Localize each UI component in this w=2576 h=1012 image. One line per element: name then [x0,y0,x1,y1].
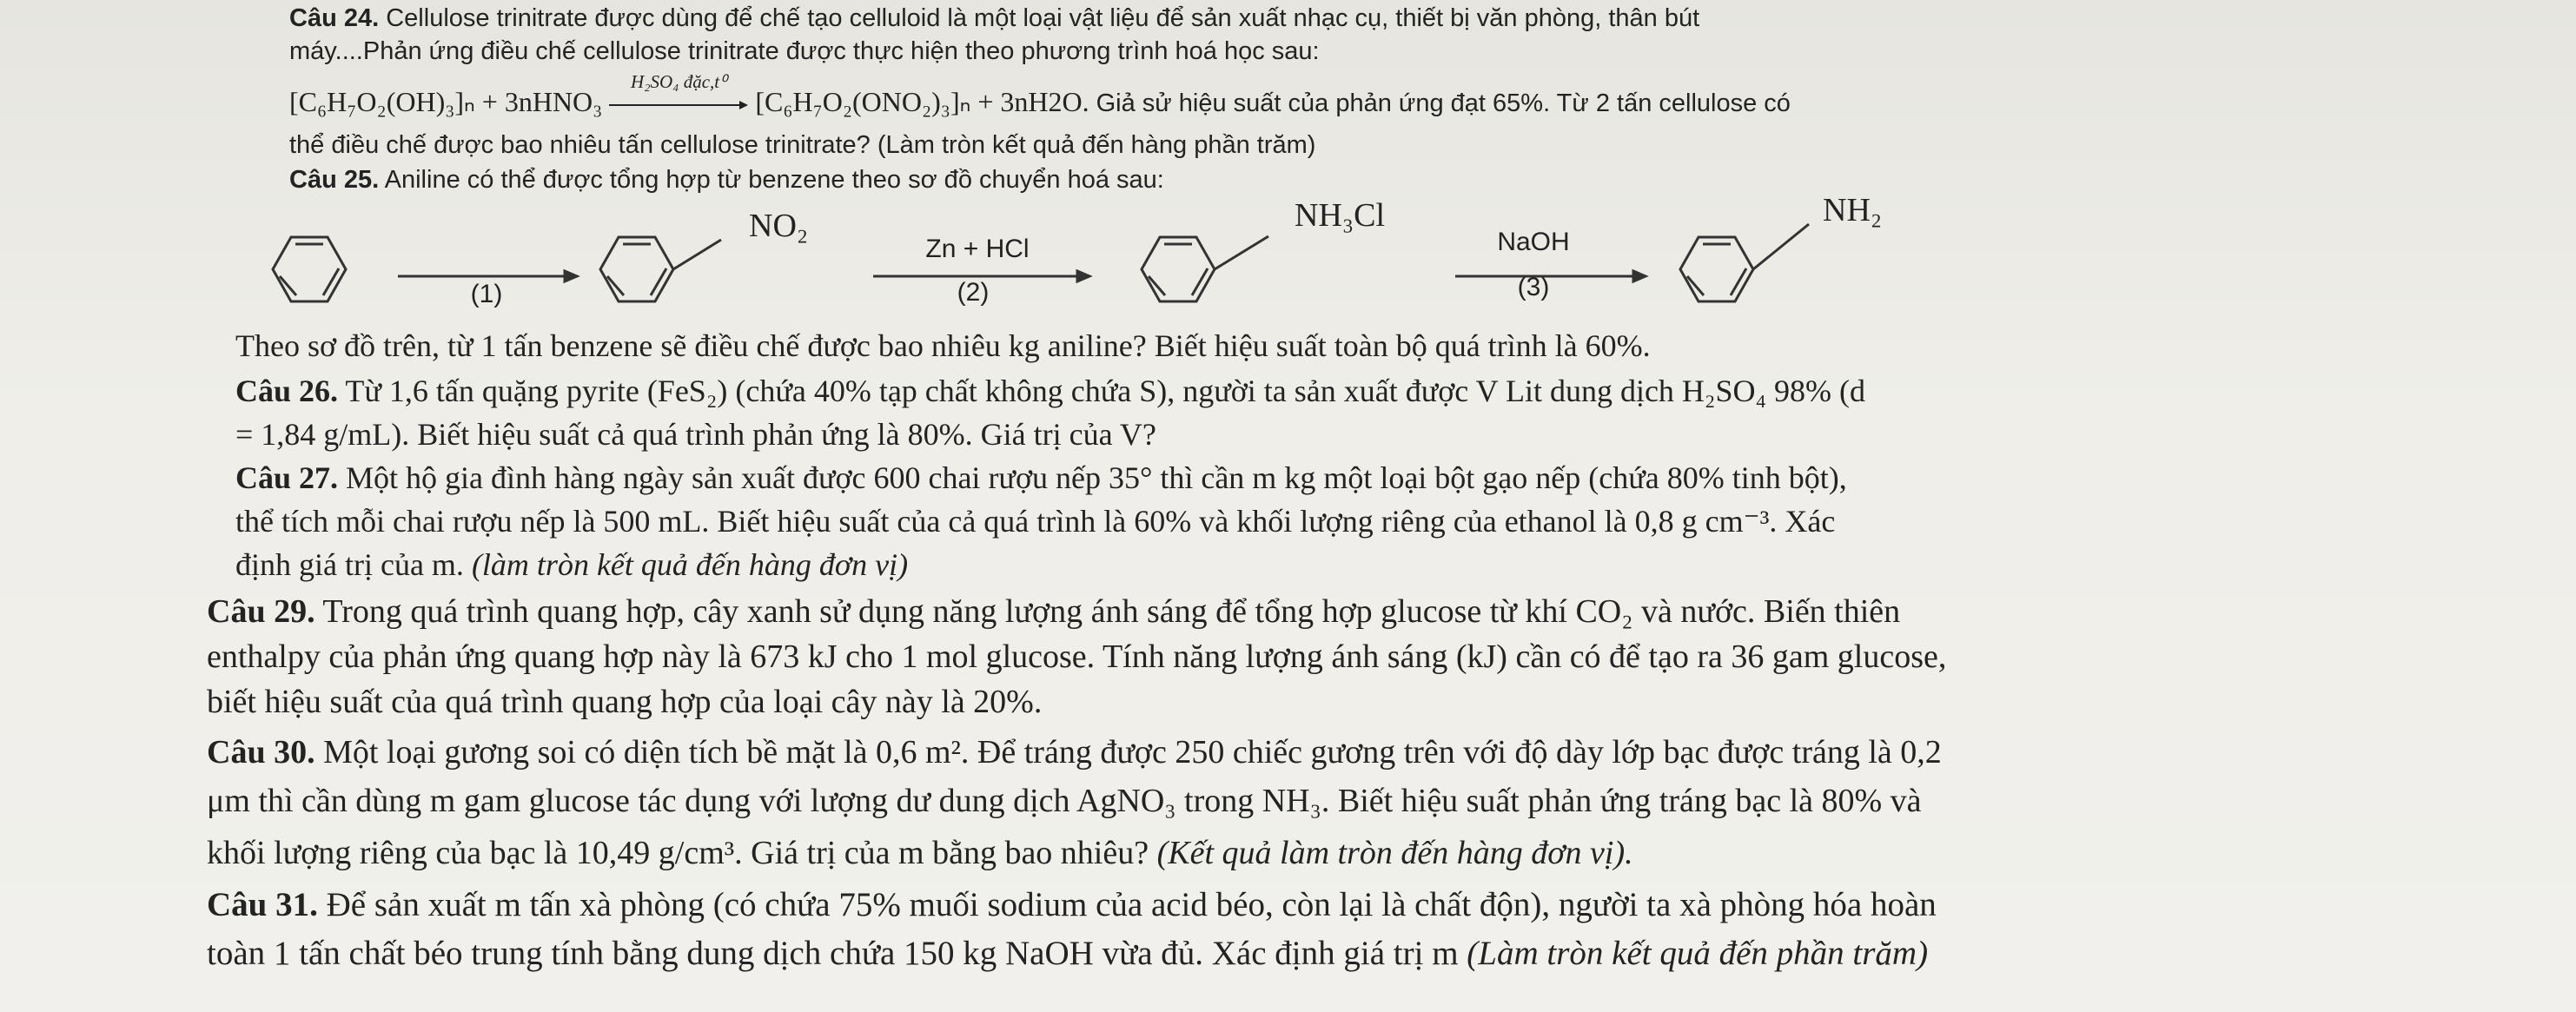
scheme-drawing [0,0,2576,330]
ammonium-chloride-group: NH₃Cl [1295,197,1386,234]
q31-line-1 [207,886,1937,924]
q24-label: Câu 24. [289,4,380,32]
nitrobenzene-ring-icon [600,237,721,301]
q27-note: (làm tròn kết quả đến hàng đơn vị) [471,547,909,582]
anilinium-ring-icon [1142,236,1268,301]
q30-line-1 [207,733,1942,771]
q27-label: Câu 27. [235,460,339,495]
q31-text-2: toàn 1 tấn chất béo trung tính bằng dung dịch chứa 150 kg NaOH vừa đủ. Xác định giá trị m [207,935,1467,972]
q27-line-3 [235,546,908,584]
q25-text: Aniline có thể được tổng hợp từ benzene theo sơ đồ chuyển hoá sau: [384,166,1164,194]
step-3-label: (3) [1517,273,1550,301]
q30-text-3: khối lượng riêng của bạc là 10,49 g/cm³. Giá trị của m bằng bao nhiêu? [207,835,1157,871]
q26-line-2: = 1,84 g/mL). Biết hiệu suất cả quá trình phản ứng là 80%. Giá trị của V? [235,417,1156,452]
q26-label: Câu 26. [235,374,339,408]
q31-line-2 [207,935,1928,973]
step-2-label: (2) [957,278,990,307]
q24-eq-left: [C₆H₇O₂(OH)₃]ₙ + 3nHNO₃ [289,86,603,117]
q26-text-1: Từ 1,6 tấn quặng pyrite (FeS₂) (chứa 40% tạp chất không chứa S), người ta sản xuất được V Lit dung dịch H₂SO₄ 98% (d [345,374,1866,408]
q31-note: (Làm tròn kết quả đến phần trăm) [1467,935,1929,972]
amino-group: NH₂ [1823,192,1883,228]
q25-question: Theo sơ đồ trên, từ 1 tấn benzene sẽ điều chế được bao nhiêu kg aniline? Biết hiệu suất toàn bộ quá trình là 60%. [235,328,1651,363]
q31-label: Câu 31. [207,886,318,923]
q24-line-3: thể điều chế được bao nhiêu tấn cellulose trinitrate? (Làm tròn kết quả đến hàng phần trăm) [289,131,1316,159]
q30-note: (Kết quả làm tròn đến hàng đơn vị). [1156,835,1633,871]
q29-line-3: biết hiệu suất của quá trình quang hợp của loại cây này là 20%. [207,684,1043,720]
q29-label: Câu 29. [207,593,315,630]
q24-eq-condition: H₂SO₄ đặc,t⁰ [631,70,727,92]
q30-label: Câu 30. [207,734,315,771]
q27-line-2: thể tích mỗi chai rượu nếp là 500 mL. Biết hiệu suất của cả quá trình là 60% và khối lượng riêng của ethanol là 0,8 g cm⁻³. Xác [235,504,1836,539]
q25-label: Câu 25. [289,166,380,194]
q26-line-1 [235,372,1865,410]
q29-line-2: enthalpy của phản ứng quang hợp này là 673 kJ cho 1 mol glucose. Tính năng lượng ánh sáng (kJ) cần có để tạo ra 36 gam glucose, [207,638,1947,675]
q31-text-1: Để sản xuất m tấn xà phòng (có chứa 75% muối sodium của acid béo, còn lại là chất độn), người ta xà phòng hóa hoàn [326,886,1937,923]
q27-text-1: Một hộ gia đình hàng ngày sản xuất được 600 chai rượu nếp 35° thì cần m kg một loại bột gạo nếp (chứa 80% tinh bột), [346,460,1847,495]
step-1-label: (1) [470,280,503,308]
q24-eq-tail: Giả sử hiệu suất của phản ứng đạt 65%. Từ 2 tấn cellulose có [1096,89,1791,117]
q30-text-1: Một loại gương soi có diện tích bề mặt là 0,6 m². Để tráng được 250 chiếc gương trên với độ dày lớp bạc được tráng là 0,2 [323,734,1942,771]
q29-text-1: Trong quá trình quang hợp, cây xanh sử dụng năng lượng ánh sáng để tổng hợp glucose từ khí CO₂ và nước. Biến thiên [322,593,1901,630]
aniline-ring-icon [1680,224,1809,301]
q27-text-3: định giá trị của m. [235,547,472,582]
q27-line-1 [235,459,1847,497]
q24-text-1: Cellulose trinitrate được dùng để chế tạo celluloid là một loại vật liệu để sản xuất nhạc cụ, thiết bị văn phòng, thân bút [386,4,1700,32]
q24-eq-right: [C₆H₇O₂(ONO₂)₃]ₙ + 3nH2O. [755,86,1089,117]
q30-line-2: μm thì cần dùng m gam glucose tác dụng với lượng dư dung dịch AgNO₃ trong NH₃. Biết hiệu suất phản ứng tráng bạc là 80% và [207,783,1922,819]
q30-line-3 [207,834,1633,872]
q24-line-2: máy....Phản ứng điều chế cellulose trinitrate được thực hiện theo phương trình hoá học sau: [289,37,1320,65]
step-2-reagent: Zn + HCl [925,235,1030,263]
nitro-group: NO₂ [749,208,809,244]
q29-line-1 [207,592,1900,631]
step-3-reagent: NaOH [1497,228,1570,256]
benzene-ring-icon [273,237,346,301]
